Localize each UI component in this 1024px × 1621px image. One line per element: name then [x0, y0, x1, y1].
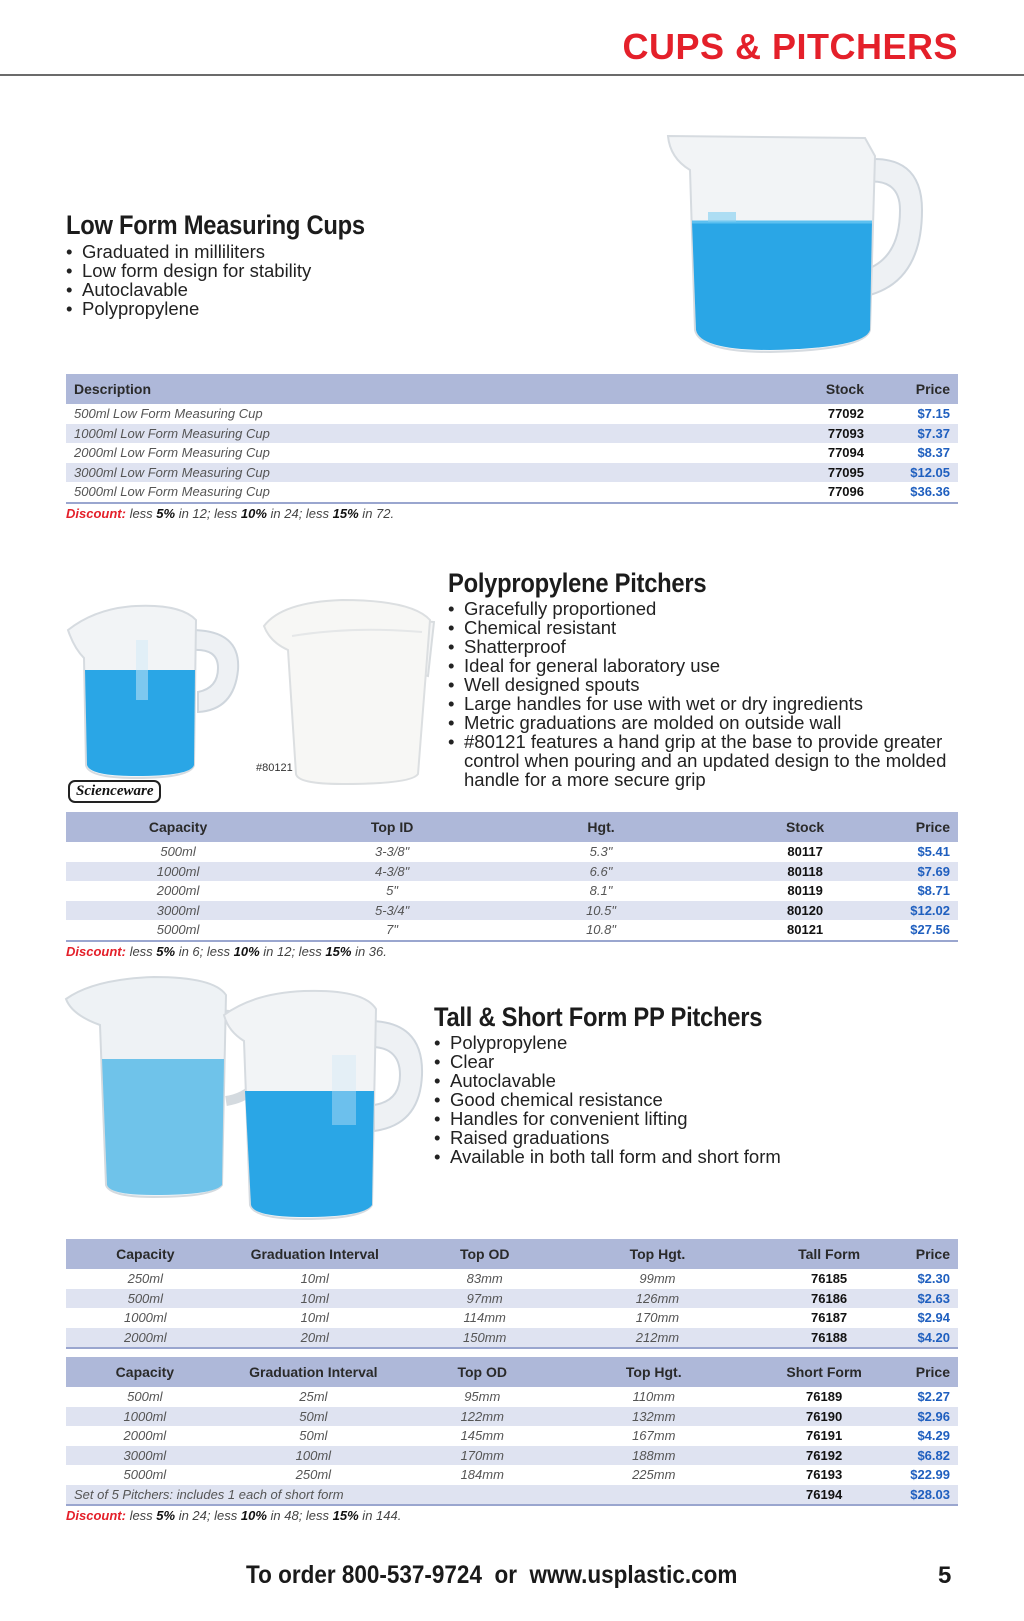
page-number: 5: [938, 1562, 952, 1589]
discount-percent: 5%: [156, 1508, 176, 1523]
cell-price: $5.41: [917, 844, 950, 860]
cell-top-od: 122mm: [403, 1407, 562, 1427]
table-row: [66, 1269, 958, 1289]
bullet-item: • Polypropylene: [66, 299, 311, 318]
cell-capacity: 1000ml: [66, 1407, 224, 1427]
cell-description: 2000ml Low Form Measuring Cup: [74, 445, 270, 461]
discount-note: [66, 944, 387, 959]
section3-title: Tall & Short Form PP Pitchers: [434, 1002, 763, 1032]
cell-capacity: 3000ml: [66, 901, 290, 921]
tall-form-table: [66, 1239, 958, 1349]
cell-description: 1000ml Low Form Measuring Cup: [66, 424, 786, 444]
col-header-price: Price: [908, 1239, 958, 1269]
table-row: [66, 1407, 958, 1427]
cell-description: Set of 5 Pitchers: includes 1 each of short form: [66, 1485, 746, 1506]
cell-description: 5000ml Low Form Measuring Cup: [66, 482, 786, 503]
cell-price: $8.37: [917, 445, 950, 461]
bullet-item: • Chemical resistant: [448, 618, 968, 637]
cell-stock: 76191: [806, 1428, 843, 1444]
col-header-top-hgt: Top Hgt.: [565, 1239, 751, 1269]
cell-top-od: 184mm: [460, 1467, 504, 1483]
discount-label: Discount:: [66, 944, 126, 959]
bullet-item: • Available in both tall form and short form: [434, 1147, 974, 1166]
cell-price: $12.02: [902, 901, 958, 921]
discount-text: in 12; less: [175, 506, 241, 521]
discount-text: in 48; less: [266, 1508, 333, 1523]
table-row: [66, 443, 958, 463]
cell-top-od: 97mm: [405, 1289, 565, 1309]
bullet-item: • Gracefully proportioned: [448, 599, 968, 618]
table-row: [66, 1387, 958, 1407]
cell-stock: 76187: [811, 1310, 848, 1326]
cell-interval: 10ml: [225, 1289, 405, 1309]
cell-capacity: 2000ml: [156, 883, 200, 899]
cell-stock: 76192: [746, 1446, 902, 1466]
discount-text: in 24; less: [266, 506, 333, 521]
cell-interval: 10ml: [300, 1271, 329, 1287]
table-row: [66, 1308, 958, 1328]
tall-short-pitchers-image: [64, 975, 434, 1225]
cell-price: $4.29: [917, 1428, 950, 1444]
cell-top-hgt: 167mm: [632, 1428, 676, 1444]
header-divider: [0, 74, 1024, 76]
table-row: [66, 862, 958, 882]
low-form-cups-table: [66, 374, 958, 504]
discount-label: Discount:: [66, 506, 126, 521]
measuring-cup-image: [660, 130, 930, 355]
col-header-capacity: Capacity: [66, 1239, 225, 1269]
scienceware-logo: Scienceware: [68, 780, 161, 803]
discount-percent: 10%: [240, 1508, 267, 1523]
col-header-stock: Stock: [708, 812, 902, 842]
cell-price: $22.99: [910, 1467, 950, 1483]
cell-capacity: 5000ml: [66, 920, 290, 941]
bullet-item: • Polypropylene: [434, 1033, 974, 1052]
table-row: [66, 842, 958, 862]
bullet-item: • Large handles for use with wet or dry ingredients: [448, 694, 968, 713]
cell-hgt: 10.8": [494, 920, 708, 941]
col-header-top-id: Top ID: [290, 812, 494, 842]
cell-top-id: 4-3/8": [290, 862, 494, 882]
col-header-capacity: Capacity: [66, 1357, 224, 1387]
cell-stock: 77096: [786, 482, 872, 503]
cell-interval: 250ml: [295, 1467, 332, 1483]
cell-price: $8.71: [917, 883, 950, 899]
cell-price: $7.69: [902, 862, 958, 882]
cell-price: $27.56: [902, 920, 958, 941]
bullet-item: • Low form design for stability: [66, 261, 311, 280]
col-header-price: Price: [902, 1357, 958, 1387]
discount-percent: 5%: [156, 944, 176, 959]
discount-text: less: [125, 1508, 157, 1523]
cell-top-od: 114mm: [463, 1310, 506, 1326]
table-row: [66, 463, 958, 483]
discount-text: in 72.: [358, 506, 395, 521]
cell-top-hgt: 110mm: [632, 1389, 675, 1405]
discount-text: in 36.: [351, 944, 387, 959]
bullet-item: • Ideal for general laboratory use: [448, 656, 968, 675]
cell-stock: 76185: [811, 1271, 848, 1287]
cell-top-od: 83mm: [466, 1271, 503, 1287]
cell-capacity: 5000ml: [123, 1467, 167, 1483]
cell-interval: 50ml: [224, 1407, 403, 1427]
cell-top-od: 145mm: [460, 1428, 504, 1444]
cell-capacity: 500ml: [127, 1389, 163, 1405]
cell-interval: 100ml: [224, 1446, 403, 1466]
table-row: [66, 424, 958, 444]
discount-percent: 15%: [332, 1508, 359, 1523]
cell-interval: 25ml: [299, 1389, 328, 1405]
discount-text: less: [125, 506, 157, 521]
section2-title: Polypropylene Pitchers: [448, 568, 707, 598]
table-row: [66, 881, 958, 901]
cell-capacity: 1000ml: [123, 1310, 167, 1326]
section3-bullets: [434, 1033, 974, 1166]
cell-price: $36.36: [872, 482, 958, 503]
image-caption: #80121: [256, 762, 293, 774]
cell-top-hgt: 188mm: [562, 1446, 747, 1466]
cell-stock: 76186: [750, 1289, 907, 1309]
discount-text: in 24; less: [175, 1508, 241, 1523]
cell-top-hgt: 225mm: [632, 1467, 676, 1483]
discount-text: in 144.: [358, 1508, 402, 1523]
blue-pitcher-image: [66, 600, 246, 780]
bullet-item: • Autoclavable: [434, 1071, 974, 1090]
table-row: [66, 1328, 958, 1349]
col-header-stock: Stock: [786, 374, 872, 404]
table-row: [66, 920, 958, 941]
cell-hgt: 5.3": [589, 844, 613, 860]
cell-stock: 76188: [750, 1328, 907, 1349]
cell-price: $6.82: [902, 1446, 958, 1466]
bullet-item: • #80121 features a hand grip at the base to provide greater control when pouring and an updated design to the molded handle for a more secure grip: [448, 732, 968, 789]
col-header-short-form: Short Form: [746, 1357, 902, 1387]
cell-stock: 80117: [787, 844, 823, 860]
discount-percent: 5%: [156, 506, 176, 521]
cell-stock: 80119: [787, 883, 823, 899]
cell-top-id: 7": [290, 920, 494, 941]
cell-stock: 76190: [746, 1407, 902, 1427]
cell-hgt: 6.6": [494, 862, 708, 882]
cell-hgt: 8.1": [589, 883, 613, 899]
cell-stock: 80118: [708, 862, 902, 882]
table-row: [66, 1485, 958, 1506]
cell-top-hgt: 170mm: [635, 1310, 680, 1326]
cell-price: $2.30: [917, 1271, 950, 1287]
col-header-tall-form: Tall Form: [750, 1239, 907, 1269]
col-header-capacity: Capacity: [66, 812, 290, 842]
cell-capacity: 1000ml: [66, 862, 290, 882]
table-row: [66, 482, 958, 503]
discount-percent: 10%: [233, 944, 260, 959]
bullet-item: • Graduated in milliliters: [66, 242, 311, 261]
bullet-item: • Metric graduations are molded on outside wall: [448, 713, 968, 732]
col-header-top-od: Top OD: [403, 1357, 562, 1387]
cell-capacity: 2000ml: [66, 1328, 225, 1349]
cell-capacity: 500ml: [160, 844, 196, 860]
cell-capacity: 500ml: [66, 1289, 225, 1309]
col-header-interval: Graduation Interval: [225, 1239, 405, 1269]
cell-stock: 76189: [806, 1389, 843, 1405]
bullet-item: • Well designed spouts: [448, 675, 968, 694]
cell-top-id: 5": [386, 883, 399, 899]
col-header-top-od: Top OD: [405, 1239, 565, 1269]
discount-text: in 6; less: [175, 944, 234, 959]
cell-top-hgt: 212mm: [565, 1328, 751, 1349]
section1-title: Low Form Measuring Cups: [66, 210, 365, 240]
col-header-price: Price: [872, 374, 958, 404]
cell-price: $28.03: [902, 1485, 958, 1506]
cell-top-od: 95mm: [464, 1389, 501, 1405]
cell-stock: 77092: [827, 406, 864, 422]
discount-note: [66, 506, 394, 521]
cell-price: $7.37: [872, 424, 958, 444]
cell-stock: 77094: [827, 445, 864, 461]
cell-top-od: 170mm: [403, 1446, 562, 1466]
col-header-top-hgt: Top Hgt.: [562, 1357, 747, 1387]
cell-price: $2.94: [917, 1310, 950, 1326]
cell-top-hgt: 99mm: [639, 1271, 676, 1287]
bullet-item: • Autoclavable: [66, 280, 311, 299]
table-row: [66, 1426, 958, 1446]
col-header-interval: Graduation Interval: [224, 1357, 403, 1387]
cell-stock: 77095: [786, 463, 872, 483]
section2-bullets: [448, 599, 968, 789]
discount-text: in 12; less: [259, 944, 326, 959]
discount-percent: 15%: [332, 506, 359, 521]
cell-price: $2.96: [902, 1407, 958, 1427]
table-row: [66, 1289, 958, 1309]
discount-text: less: [125, 944, 157, 959]
cell-description: 500ml Low Form Measuring Cup: [74, 406, 263, 422]
cell-interval: 20ml: [225, 1328, 405, 1349]
discount-percent: 10%: [240, 506, 267, 521]
cell-top-od: 150mm: [405, 1328, 565, 1349]
cell-price: $7.15: [917, 406, 950, 422]
table-row: [66, 1446, 958, 1466]
discount-percent: 15%: [325, 944, 352, 959]
discount-label: Discount:: [66, 1508, 126, 1523]
cell-interval: 10ml: [300, 1310, 329, 1326]
cell-price: $4.20: [908, 1328, 958, 1349]
polypropylene-pitchers-table: [66, 812, 958, 942]
cell-top-hgt: 132mm: [562, 1407, 747, 1427]
bullet-item: • Shatterproof: [448, 637, 968, 656]
bullet-item: • Good chemical resistance: [434, 1090, 974, 1109]
cell-stock: 80120: [708, 901, 902, 921]
cell-stock: 76194: [746, 1485, 902, 1506]
cell-top-hgt: 126mm: [565, 1289, 751, 1309]
table-row: [66, 901, 958, 921]
col-header-description: Description: [66, 374, 786, 404]
col-header-hgt: Hgt.: [494, 812, 708, 842]
cell-top-id: 3-3/8": [374, 844, 410, 860]
cell-stock: 80121: [708, 920, 902, 941]
cell-stock: 76193: [806, 1467, 843, 1483]
table-row: [66, 404, 958, 424]
table-row: [66, 1465, 958, 1485]
short-form-table: [66, 1357, 958, 1506]
cell-description: 3000ml Low Form Measuring Cup: [66, 463, 786, 483]
order-footer: To order 800-537-9724 or www.usplastic.com: [246, 1561, 738, 1589]
cell-top-id: 5-3/4": [290, 901, 494, 921]
bullet-item: • Handles for convenient lifting: [434, 1109, 974, 1128]
cell-price: $12.05: [872, 463, 958, 483]
clear-pitcher-image: [262, 596, 442, 786]
cell-price: $2.27: [917, 1389, 950, 1405]
col-header-price: Price: [902, 812, 958, 842]
cell-price: $2.63: [908, 1289, 958, 1309]
cell-interval: 50ml: [299, 1428, 328, 1444]
bullet-item: • Raised graduations: [434, 1128, 974, 1147]
discount-note: [66, 1508, 401, 1523]
section1-bullets: [66, 242, 311, 318]
page-title: CUPS & PITCHERS: [622, 26, 958, 67]
cell-capacity: 250ml: [127, 1271, 164, 1287]
cell-capacity: 3000ml: [66, 1446, 224, 1466]
bullet-item: • Clear: [434, 1052, 974, 1071]
cell-hgt: 10.5": [494, 901, 708, 921]
cell-stock: 77093: [786, 424, 872, 444]
cell-capacity: 2000ml: [123, 1428, 167, 1444]
